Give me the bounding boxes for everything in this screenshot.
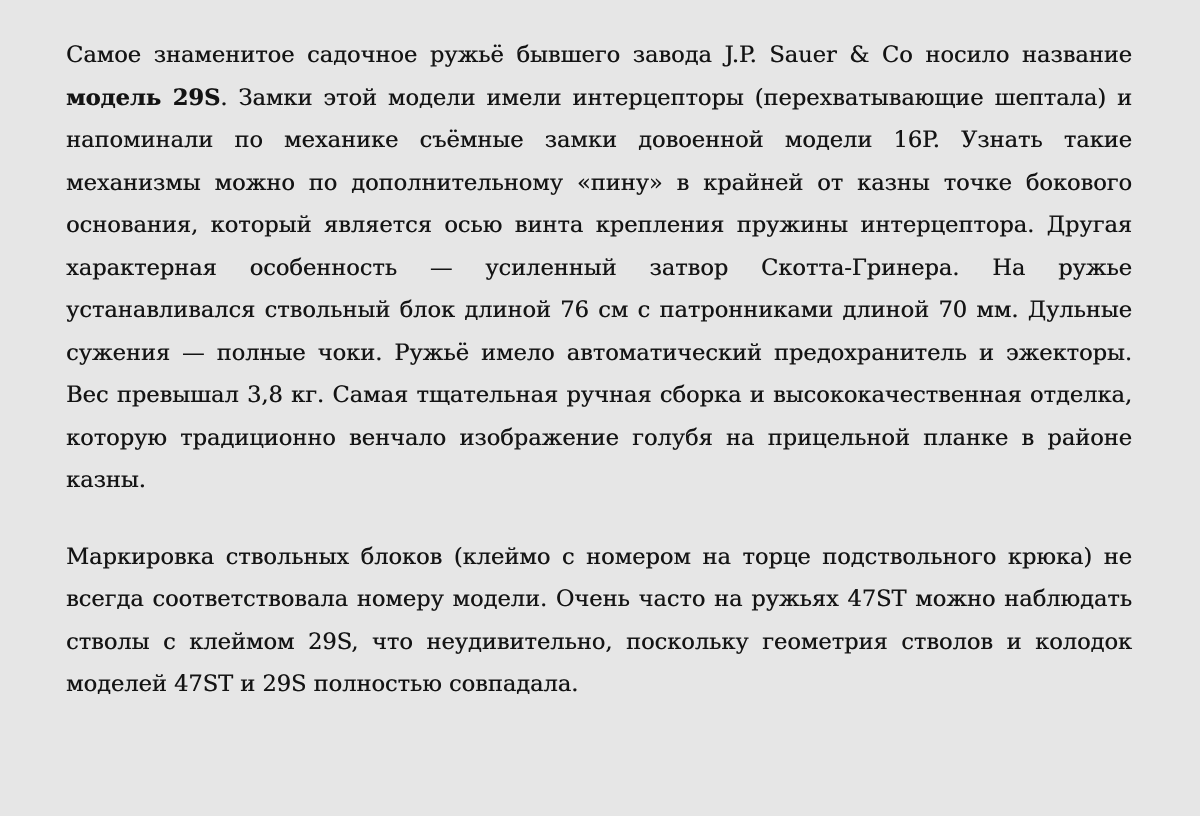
paragraph-2: Маркировка ствольных блоков (клеймо с номером на торце подствольного крюка) не всегда соответствовала номеру модели. Очень часто на ружьях 47ST можно наблюдать стволы с клеймом 29S, что неудивительно, поскольку геометрия стволов и колодок моделей 47ST и 29S полностью совпадала.: [66, 543, 1132, 697]
model-name-bold: модель 29S: [66, 84, 221, 111]
paragraph-1-body: . Замки этой модели имели интерцепторы (перехватывающие шептала) и напоминали по механике съёмные замки довоенной модели 16P. Узнать такие механизмы можно по дополнительному «пину» в крайней от казны точке бокового основания, который является осью винта крепления пружины интерцептора. Другая характерная особенность — усиленный затвор Скотта-Гринера. На ружье устанавливался ствольный блок длиной 76 см с патронниками длиной 70 мм. Дульные сужения — полные чоки. Ружьё имело автоматический предохранитель и эжекторы. Вес превышал 3,8 кг. Самая тщательная ручная сборка и высококачественная отделка, которую традиционно венчало изображение голубя на прицельной планке в районе казны.: [66, 84, 1132, 493]
paragraph-1-intro: Самое знаменитое садочное ружьё бывшего завода J.P. Sauer & Co носило название: [66, 42, 1132, 68]
document-body: [66, 34, 1132, 706]
paragraph-1: [66, 34, 1132, 502]
